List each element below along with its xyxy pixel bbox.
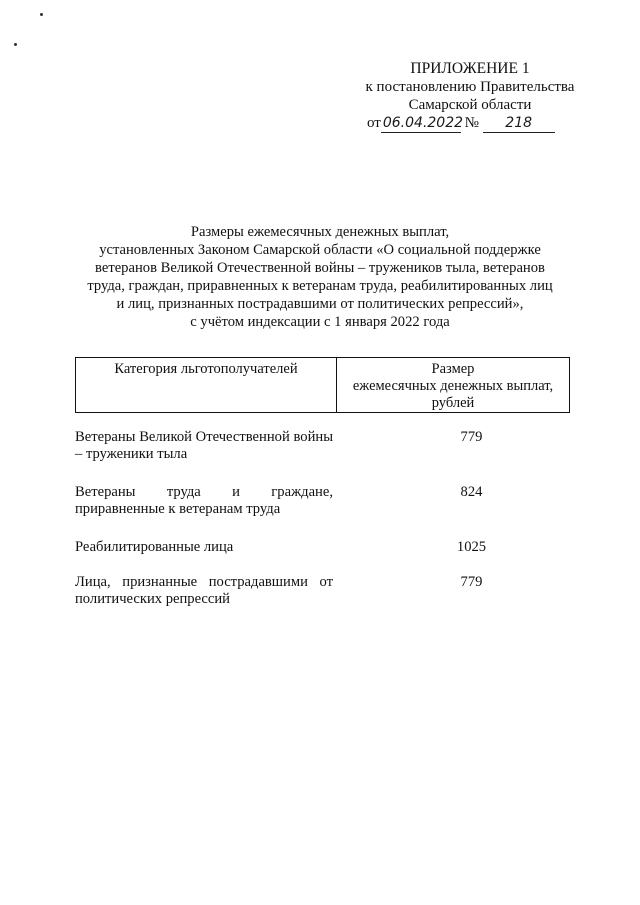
row-category: Ветераны Великой Отечественной войны – труженики тыла — [75, 429, 333, 462]
document-heading — [70, 223, 570, 331]
date-prefix: от — [367, 115, 381, 131]
header-amount-line: рублей — [431, 395, 475, 411]
heading-line: Размеры ежемесячных денежных выплат, — [190, 224, 450, 240]
row-category: Ветераны труда и граждане, приравненные к ветеранам труда — [75, 484, 333, 517]
row-value: 779 — [460, 429, 483, 445]
appendix-line-decree: к постановлению Правительства — [365, 79, 575, 95]
scan-mark — [14, 43, 17, 46]
table-row — [75, 539, 570, 556]
table-row — [75, 574, 570, 608]
header-amount — [337, 358, 569, 412]
number-prefix: № — [464, 115, 479, 131]
header-amount-line: ежемесячных денежных выплат, — [352, 378, 554, 394]
row-category: Реабилитированные лица — [75, 539, 234, 555]
table-row — [75, 484, 570, 518]
appendix-line-region: Самарской области — [408, 97, 532, 113]
heading-line: с учётом индексации с 1 января 2022 года — [190, 314, 450, 330]
heading-line: труда, граждан, приравненных к ветеранам труда, реабилитированных лиц — [87, 278, 553, 294]
row-category: Лица, признанные пострадавшими от политических репрессий — [75, 574, 333, 607]
scan-mark — [40, 13, 43, 16]
heading-line: установленных Законом Самарской области «О социальной поддержке — [99, 242, 541, 258]
handwritten-number: 218 — [483, 114, 555, 133]
header-amount-line: Размер — [431, 361, 475, 377]
heading-line: и лиц, признанных пострадавшими от политических репрессий», — [116, 296, 524, 312]
table-body — [75, 429, 570, 608]
payments-table — [75, 357, 570, 608]
appendix-date-number — [330, 114, 610, 133]
appendix-block — [330, 60, 610, 133]
handwritten-date: 06.04.2022 — [382, 115, 464, 131]
heading-line: ветеранов Великой Отечественной войны – тружеников тыла, ветеранов — [95, 260, 545, 276]
row-value: 824 — [460, 484, 483, 500]
row-value: 1025 — [456, 539, 487, 555]
table-row — [75, 429, 570, 463]
row-value: 779 — [460, 574, 483, 590]
table-header — [75, 357, 570, 413]
header-category: Категория льготополучателей — [76, 358, 337, 412]
appendix-title: ПРИЛОЖЕНИЕ 1 — [410, 60, 530, 77]
